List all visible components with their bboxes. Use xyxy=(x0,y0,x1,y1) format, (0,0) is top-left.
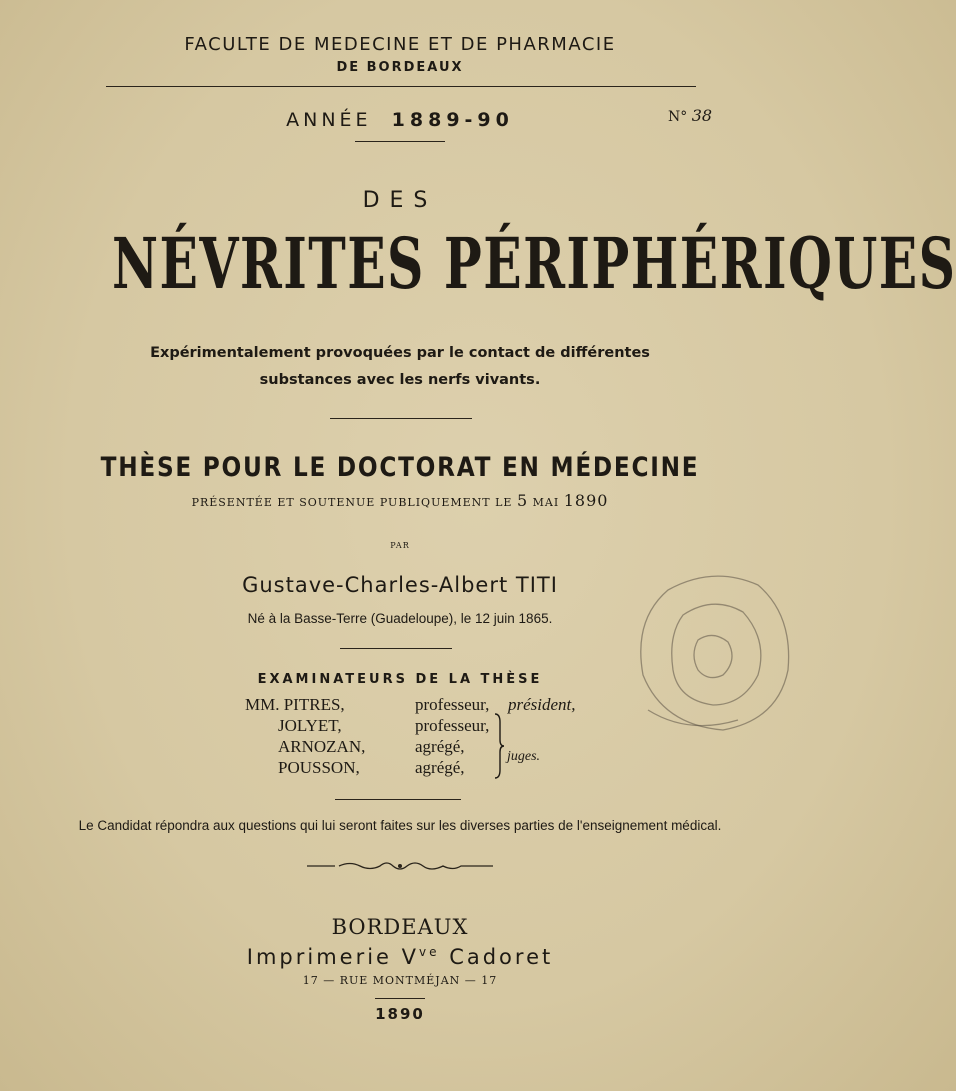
faculty-name: FACULTE DE MEDECINE ET DE PHARMACIE xyxy=(184,34,616,55)
author-rule xyxy=(340,648,452,649)
president-label: président, xyxy=(508,695,576,714)
examiner-name: ARNOZAN, xyxy=(278,737,366,756)
juges-brace xyxy=(492,712,508,780)
printer-street: 17 — RUE MONTMÉJAN — 17 xyxy=(302,974,498,987)
main-title: NÉVRITES PÉRIPHÉRIQUES xyxy=(112,222,956,305)
number-value: 38 xyxy=(691,106,713,125)
flourish-icon xyxy=(305,857,495,875)
examiner-role: professeur, xyxy=(415,716,490,735)
printer-surname: Cadoret xyxy=(449,945,554,969)
library-stamp-icon xyxy=(628,560,798,750)
author-birth: Né à la Basse-Terre (Guadeloupe), le 12 juin 1865. xyxy=(247,611,553,626)
header-rule xyxy=(106,86,696,87)
publication-year: 1890 xyxy=(375,1005,425,1023)
faculty-city: DE BORDEAUX xyxy=(336,60,464,75)
examiner-name: MM. PITRES, xyxy=(245,695,345,714)
number-label: N° xyxy=(668,109,688,125)
examiner-role: agrégé, xyxy=(415,758,465,777)
printer-sup: ve xyxy=(419,945,440,959)
subtitle-line-1: Expérimentalement provoquées par le contact de différentes xyxy=(150,345,650,361)
thesis-heading: THÈSE POUR LE DOCTORAT EN MÉDECINE xyxy=(100,452,700,483)
presentation-prefix: PRÉSENTÉE ET SOUTENUE PUBLIQUEMENT LE xyxy=(191,496,513,509)
juges-label: juges. xyxy=(507,749,541,764)
subtitle xyxy=(0,340,800,394)
presentation-line xyxy=(0,491,800,510)
examiner-roles xyxy=(415,694,489,778)
imprint-rule xyxy=(375,998,425,999)
title-rule xyxy=(330,418,472,419)
examiner-role: agrégé, xyxy=(415,737,465,756)
title-preposition: DES xyxy=(362,188,438,213)
presentation-year: 1890 xyxy=(563,491,609,510)
year-label: ANNÉE xyxy=(286,109,372,131)
examiner-name: POUSSON, xyxy=(278,758,360,777)
presentation-day: 5 xyxy=(516,491,529,510)
candidate-note: Le Candidat répondra aux questions qui lui seront faites sur les diverses parties de l'enseignement médical. xyxy=(78,818,722,833)
subtitle-line-2: substances avec les nerfs vivants. xyxy=(259,372,541,388)
examiner-role: professeur, xyxy=(415,695,490,714)
presentation-month: MAI xyxy=(532,496,560,509)
imprint-city: BORDEAUX xyxy=(331,915,469,939)
printer-name xyxy=(0,945,800,969)
year-rule xyxy=(355,141,445,142)
by-label: PAR xyxy=(390,541,410,550)
examiners-heading: EXAMINATEURS DE LA THÈSE xyxy=(257,672,543,687)
ornament-divider xyxy=(0,857,800,879)
thesis-number xyxy=(668,106,712,125)
author-name: Gustave-Charles-Albert TITI xyxy=(242,573,558,597)
academic-year: 1889-90 xyxy=(391,109,514,131)
examiner-name: JOLYET, xyxy=(278,716,342,735)
examiner-names xyxy=(245,694,365,778)
examiners-rule xyxy=(335,799,461,800)
printer-prefix: Imprimerie V xyxy=(246,945,420,969)
